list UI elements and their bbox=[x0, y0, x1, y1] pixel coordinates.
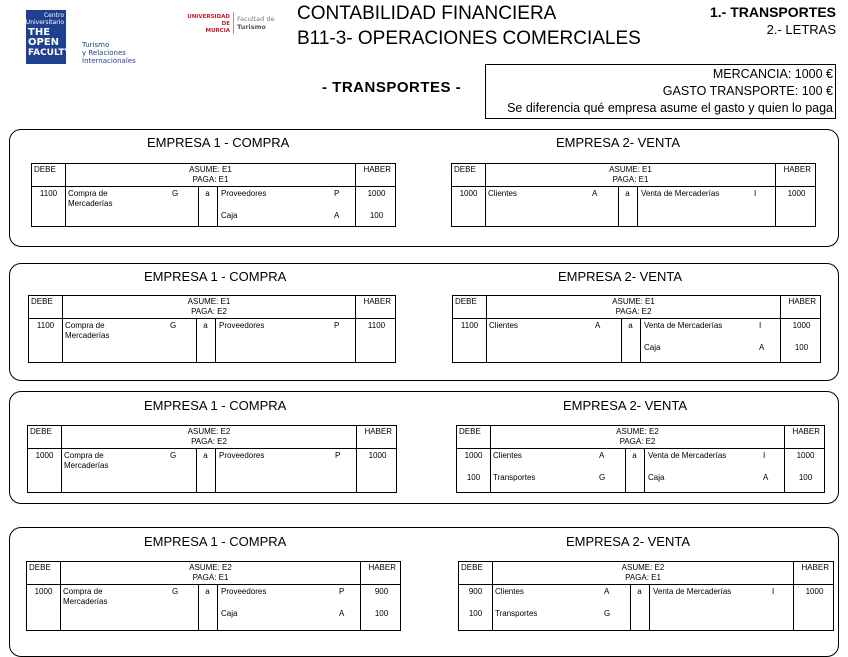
credit-amount: 1000 bbox=[368, 451, 387, 460]
col-line bbox=[215, 318, 216, 362]
paga-label: PAGA: E1 bbox=[625, 573, 661, 582]
journal-entry-table bbox=[28, 295, 396, 363]
debe-header: DEBE bbox=[30, 427, 52, 436]
debit-amount: 1100 bbox=[36, 321, 55, 330]
info-line2: GASTO TRANSPORTE: 100 € bbox=[662, 84, 833, 98]
journal-entry-table bbox=[27, 425, 397, 493]
credit-type: I bbox=[763, 451, 766, 460]
debit-account: Clientes bbox=[488, 189, 517, 198]
credit-account: Caja bbox=[221, 609, 238, 618]
credit-type: A bbox=[763, 473, 769, 482]
haber-header: HABER bbox=[801, 563, 829, 572]
credit-amount: 1000 bbox=[792, 321, 811, 330]
a-separator: a bbox=[625, 189, 630, 198]
credit-account: Caja bbox=[648, 473, 665, 482]
header-line bbox=[452, 186, 815, 187]
credit-amount: 1000 bbox=[805, 587, 824, 596]
credit-amount: 100 bbox=[794, 343, 809, 352]
debit-amount: 1000 bbox=[34, 587, 53, 596]
asume-label: ASUME: E1 bbox=[187, 297, 231, 306]
a-separator: a bbox=[203, 451, 208, 460]
info-line3: Se diferencia qué empresa asume el gasto y quien lo paga bbox=[507, 101, 833, 115]
paga-label: PAGA: E2 bbox=[619, 437, 656, 446]
credit-amount: 1000 bbox=[367, 189, 386, 198]
credit-account: Proveedores bbox=[221, 189, 267, 198]
credit-account: Caja bbox=[644, 343, 661, 352]
credit-account: Venta de Mercaderías bbox=[644, 321, 723, 330]
haber-header: HABER bbox=[363, 165, 391, 174]
debit-account: Transportes bbox=[495, 609, 538, 618]
page-title-line2: B11-3- OPERACIONES COMERCIALES bbox=[297, 28, 641, 49]
debit-amount: 1100 bbox=[39, 189, 58, 198]
debe-header: DEBE bbox=[455, 297, 477, 306]
buyer-title: EMPRESA 1 - COMPRA bbox=[144, 398, 287, 413]
logo-sub1: Turismo bbox=[82, 41, 110, 49]
paga-label: PAGA: E2 bbox=[615, 307, 652, 316]
debit-type: G bbox=[604, 609, 611, 618]
subsection-label: 2.- LETRAS bbox=[766, 22, 836, 37]
col-line bbox=[640, 318, 641, 362]
journal-entry-table bbox=[26, 561, 401, 631]
a-separator: a bbox=[205, 189, 210, 198]
header-line bbox=[28, 448, 396, 449]
credit-account: Venta de Mercaderías bbox=[648, 451, 727, 460]
subtitle: - TRANSPORTES - bbox=[322, 79, 462, 96]
paga-label: PAGA: E1 bbox=[612, 175, 649, 184]
col-line bbox=[215, 448, 216, 492]
credit-account: Caja bbox=[221, 211, 238, 220]
paga-label: PAGA: E2 bbox=[191, 307, 227, 316]
asume-label: ASUME: E2 bbox=[189, 563, 232, 572]
credit-amount: 1000 bbox=[796, 451, 815, 460]
haber-header: HABER bbox=[788, 297, 816, 306]
debit-type: G bbox=[172, 587, 179, 596]
debe-header: DEBE bbox=[34, 165, 56, 174]
credit-account: Venta de Mercaderías bbox=[641, 189, 720, 198]
credit-type: I bbox=[754, 189, 757, 198]
credit-amount: 1100 bbox=[367, 321, 386, 330]
seller-title: EMPRESA 2- VENTA bbox=[558, 269, 683, 284]
debit-type: A bbox=[592, 189, 598, 198]
debit-account: Compra de Mercaderías bbox=[63, 587, 108, 606]
header-line bbox=[29, 318, 395, 319]
faculty-logo bbox=[237, 15, 274, 31]
header-line bbox=[457, 448, 824, 449]
open-faculty-logo bbox=[25, 10, 71, 64]
debit-type: G bbox=[170, 321, 177, 330]
section-label: 1.- TRANSPORTES bbox=[709, 4, 836, 20]
faculty-line1: Facultad de bbox=[237, 15, 275, 23]
credit-amount: 1000 bbox=[787, 189, 806, 198]
asume-label: ASUME: E1 bbox=[612, 297, 655, 306]
logo-line2: OPEN bbox=[28, 37, 60, 48]
journal-entry-table bbox=[456, 425, 825, 493]
header-line bbox=[453, 318, 820, 319]
journal-entry-table bbox=[451, 163, 816, 227]
haber-header: HABER bbox=[368, 563, 396, 572]
credit-type: A bbox=[339, 609, 345, 618]
col-line bbox=[217, 584, 218, 630]
a-separator: a bbox=[637, 587, 642, 596]
seller-title: EMPRESA 2- VENTA bbox=[566, 534, 691, 549]
debit-account: Compra de Mercaderías bbox=[64, 451, 109, 470]
debe-header: DEBE bbox=[461, 563, 483, 572]
umu-logo bbox=[178, 14, 230, 35]
a-separator: a bbox=[632, 451, 637, 460]
debit-account: Clientes bbox=[493, 451, 522, 460]
credit-account: Proveedores bbox=[221, 587, 267, 596]
paga-label: PAGA: E1 bbox=[192, 573, 229, 582]
asume-label: ASUME: E1 bbox=[609, 165, 652, 174]
umu-university: UNIVERSIDAD DE bbox=[187, 14, 230, 27]
debit-amount: 1000 bbox=[464, 451, 483, 460]
credit-type: P bbox=[334, 321, 340, 330]
debe-header: DEBE bbox=[454, 165, 476, 174]
journal-entry-table bbox=[452, 295, 821, 363]
credit-type: I bbox=[759, 321, 762, 330]
logo-separator bbox=[233, 12, 234, 34]
col-line bbox=[649, 584, 650, 630]
logo-universitario: Universitario bbox=[25, 19, 64, 26]
debe-header: DEBE bbox=[31, 297, 53, 306]
a-separator: a bbox=[628, 321, 633, 330]
a-separator: a bbox=[203, 321, 208, 330]
credit-account: Proveedores bbox=[219, 451, 265, 460]
credit-type: P bbox=[335, 451, 341, 460]
logo-sub2: y Relaciones bbox=[82, 49, 126, 57]
credit-amount: 100 bbox=[374, 609, 389, 618]
info-box bbox=[485, 64, 836, 119]
header-line bbox=[27, 584, 400, 585]
asume-label: ASUME: E2 bbox=[621, 563, 665, 572]
credit-account: Proveedores bbox=[219, 321, 265, 330]
debit-type: G bbox=[599, 473, 606, 482]
page-title-line1: CONTABILIDAD FINANCIERA bbox=[297, 3, 557, 24]
debit-type: G bbox=[170, 451, 177, 460]
asume-label: ASUME: E2 bbox=[616, 427, 659, 436]
debe-header: DEBE bbox=[459, 427, 481, 436]
logo-centro: Centro bbox=[43, 12, 64, 19]
haber-header: HABER bbox=[363, 297, 391, 306]
debit-type: A bbox=[604, 587, 610, 596]
haber-header: HABER bbox=[792, 427, 820, 436]
buyer-title: EMPRESA 1 - COMPRA bbox=[144, 269, 287, 284]
info-line1: MERCANCIA: 1000 € bbox=[712, 67, 833, 81]
buyer-title: EMPRESA 1 - COMPRA bbox=[144, 534, 287, 549]
umu-city: MURCIA bbox=[205, 28, 230, 34]
header-line bbox=[32, 186, 395, 187]
credit-account: Venta de Mercaderías bbox=[653, 587, 732, 596]
logo-line3: FACULTY bbox=[28, 48, 71, 58]
debit-amount: 1000 bbox=[459, 189, 478, 198]
debit-amount: 1100 bbox=[460, 321, 479, 330]
col-line bbox=[637, 186, 638, 226]
open-faculty-subtitle bbox=[82, 41, 136, 65]
paga-label: PAGA: E1 bbox=[192, 175, 229, 184]
credit-type: I bbox=[772, 587, 775, 596]
journal-entry-table bbox=[458, 561, 834, 631]
debe-header: DEBE bbox=[29, 563, 51, 572]
debit-account: Transportes bbox=[493, 473, 536, 482]
credit-type: A bbox=[759, 343, 765, 352]
asume-label: ASUME: E1 bbox=[189, 165, 232, 174]
debit-type: A bbox=[599, 451, 605, 460]
debit-type: G bbox=[172, 189, 179, 198]
haber-header: HABER bbox=[364, 427, 392, 436]
logo-line1: THE bbox=[28, 27, 51, 38]
logo-sub3: Internacionales bbox=[82, 57, 136, 65]
debit-amount: 900 bbox=[468, 587, 483, 596]
col-line bbox=[217, 186, 218, 226]
credit-type: P bbox=[334, 189, 340, 198]
seller-title: EMPRESA 2- VENTA bbox=[556, 135, 681, 150]
paga-label: PAGA: E2 bbox=[191, 437, 227, 446]
credit-amount: 900 bbox=[374, 587, 389, 596]
seller-title: EMPRESA 2- VENTA bbox=[563, 398, 688, 413]
header-line bbox=[459, 584, 833, 585]
buyer-title: EMPRESA 1 - COMPRA bbox=[147, 135, 290, 150]
journal-entry-table bbox=[31, 163, 396, 227]
debit-account: Clientes bbox=[489, 321, 518, 330]
debit-amount: 100 bbox=[466, 473, 481, 482]
debit-account: Clientes bbox=[495, 587, 524, 596]
haber-header: HABER bbox=[783, 165, 811, 174]
col-line bbox=[644, 448, 645, 492]
credit-type: A bbox=[334, 211, 340, 220]
credit-amount: 100 bbox=[798, 473, 813, 482]
credit-amount: 100 bbox=[369, 211, 384, 220]
debit-type: A bbox=[595, 321, 601, 330]
debit-amount: 100 bbox=[468, 609, 483, 618]
asume-label: ASUME: E2 bbox=[187, 427, 231, 436]
faculty-line2: Turismo bbox=[237, 23, 266, 31]
debit-account: Compra de Mercaderías bbox=[65, 321, 110, 340]
debit-amount: 1000 bbox=[35, 451, 54, 460]
debit-account: Compra de Mercaderías bbox=[68, 189, 113, 208]
credit-type: P bbox=[339, 587, 345, 596]
a-separator: a bbox=[205, 587, 210, 596]
